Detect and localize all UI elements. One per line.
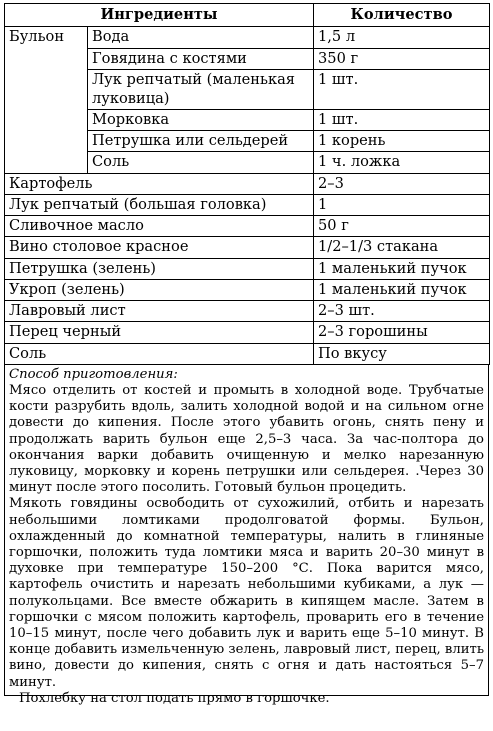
ingredient-name: Лук репчатый (маленькая луковица): [88, 70, 314, 109]
ingredient-qty: 1 корень: [314, 131, 490, 152]
ingredient-name: Вода: [88, 27, 314, 49]
ingredient-name: Картофель: [5, 173, 314, 194]
table-row: [5, 322, 490, 343]
ingredient-name: Морковка: [88, 109, 314, 130]
ingredient-qty: 2–3: [314, 173, 490, 194]
ingredient-qty: 50 г: [314, 216, 490, 237]
method-paragraph: Мясо отделить от костей и промыть в холодной воде. Трубчатые кости разрубить вдоль, залить холодной водой и на сильном огне довести до кипения. После этого убавить огонь, снять пену и продолжать варить бульон еще 2,5–3 часа. За час-полтора до окончания варки добавить очищенную и мелко нарезанную луковицу, морковку и корень петрушки или сельдерея. .Через 30 минут после этого посолить. Готовый бульон процедить.: [9, 382, 484, 496]
ingredient-name: Соль: [5, 343, 314, 364]
preparation-method: [4, 365, 489, 706]
ingredient-name: Петрушка или сельдерей: [88, 131, 314, 152]
table-row: [5, 258, 490, 279]
ingredient-qty: 1 ч. ложка: [314, 152, 490, 173]
method-paragraph: Похлебку на стол подать прямо в горшочке.: [19, 690, 330, 706]
table-row: [5, 301, 490, 322]
ingredient-qty: 1/2–1/3 стакана: [314, 237, 490, 258]
method-paragraph: Мякоть говядины освободить от сухожилий, отбить и нарезать небольшими ломтиками продолговатой формы. Бульон, охлажденный до комнатной температуры, налить в глиняные горшочки, положить туда ломтики мяса и варить 20–30 минут в духовке при температуре 150–200 °С. Пока варится мясо, картофель очистить и нарезать небольшими кубиками, а лук — полукольцами. Все вместе обжарить в кипящем масле. Затем в горшочки с мясом положить картофель, проварить его в течение 10–15 минут, после чего добавить лук и варить еще 5–10 минут. В конце добавить измельченную зелень, лавровый лист, перец, влить вино, довести до кипения, снять с огня и дать настояться 5–7 минут.: [9, 496, 484, 690]
table-row: [5, 237, 490, 258]
ingredient-name: Лук репчатый (большая головка): [5, 194, 314, 215]
ingredient-qty: 2–3 шт.: [314, 301, 490, 322]
ingredient-name: Соль: [88, 152, 314, 173]
ingredient-qty: 1 шт.: [314, 70, 490, 109]
broth-group-label: Бульон: [5, 27, 88, 173]
method-title: Способ приготовления:: [9, 366, 178, 382]
table-header-row: [5, 4, 490, 27]
ingredient-qty: 2–3 горошины: [314, 322, 490, 343]
ingredient-name: Сливочное масло: [5, 216, 314, 237]
ingredients-table: [4, 3, 490, 365]
header-ingredients: Ингредиенты: [5, 4, 314, 27]
ingredient-qty: 1 маленький пучок: [314, 279, 490, 300]
table-row: [5, 27, 490, 49]
ingredient-qty: 1: [314, 194, 490, 215]
table-row: [5, 343, 490, 364]
table-row: [5, 194, 490, 215]
ingredient-qty: 350 г: [314, 49, 490, 70]
ingredient-name: Петрушка (зелень): [5, 258, 314, 279]
ingredient-name: Лавровый лист: [5, 301, 314, 322]
ingredient-qty: По вкусу: [314, 343, 490, 364]
table-row: [5, 279, 490, 300]
ingredient-name: Перец черный: [5, 322, 314, 343]
table-row: [5, 216, 490, 237]
ingredient-name: Говядина с костями: [88, 49, 314, 70]
ingredient-qty: 1,5 л: [314, 27, 490, 49]
ingredient-qty: 1 маленький пучок: [314, 258, 490, 279]
ingredient-name: Вино столовое красное: [5, 237, 314, 258]
header-quantity: Количество: [314, 4, 490, 27]
table-row: [5, 173, 490, 194]
ingredient-qty: 1 шт.: [314, 109, 490, 130]
recipe-document: [4, 3, 489, 706]
ingredient-name: Укроп (зелень): [5, 279, 314, 300]
